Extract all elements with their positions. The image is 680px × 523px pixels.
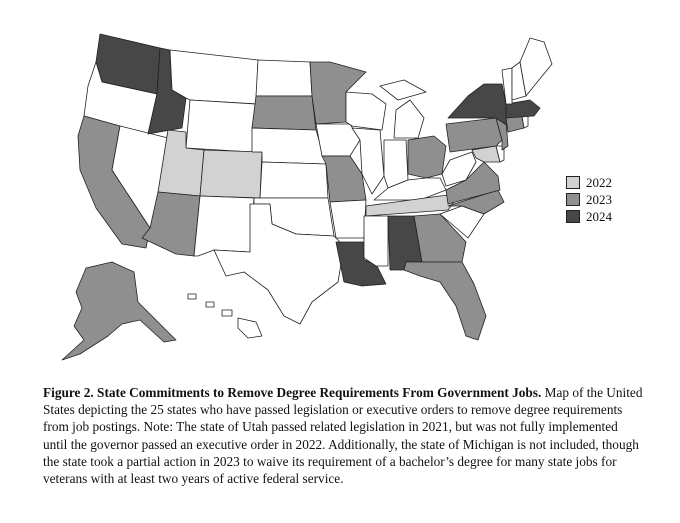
state-CT <box>506 116 524 132</box>
state-AK <box>62 262 176 360</box>
legend-label: 2023 <box>586 191 612 207</box>
legend-label: 2022 <box>586 174 612 190</box>
state-ME <box>520 38 552 96</box>
legend <box>566 174 612 225</box>
state-MO <box>322 156 366 202</box>
state-NE <box>252 128 326 164</box>
state-SD <box>252 96 316 130</box>
legend-swatch <box>566 193 580 206</box>
state-ND <box>256 60 312 96</box>
state-MI <box>380 80 426 138</box>
legend-swatch <box>566 176 580 189</box>
state-FL <box>404 262 486 340</box>
state-IN <box>384 140 408 188</box>
state-NY <box>448 84 508 126</box>
state-OH <box>408 136 446 178</box>
figure-caption <box>43 384 643 487</box>
state-KS <box>260 162 328 198</box>
state-WY <box>186 100 256 152</box>
legend-swatch <box>566 210 580 223</box>
state-HI <box>188 294 262 338</box>
legend-item-2024 <box>566 208 612 225</box>
figure-title: Figure 2. State Commitments to Remove Degree Requirements From Government Jobs. <box>43 385 542 400</box>
state-MT <box>170 50 258 104</box>
state-CO <box>200 150 262 198</box>
state-NM <box>194 196 254 256</box>
figure-caption-text: Map of the United States depicting the 25 states who have passed legislation or executive orders to remove degree requirements from job postings. Note: The state of Utah passed related legislation in 2021, but was not fully implemented until the governor passed an executive order in 2022. Additionally, the state of Michigan is not included, though the state took a partial action in 2023 to waive its requirement of a bachelor’s degree for many state jobs for veterans with at least two years of active federal service. <box>43 385 643 487</box>
legend-item-2022 <box>566 174 612 191</box>
state-AR <box>330 200 366 238</box>
legend-label: 2024 <box>586 208 612 224</box>
state-WI <box>346 92 386 130</box>
state-MS <box>364 216 388 266</box>
legend-item-2023 <box>566 191 612 208</box>
